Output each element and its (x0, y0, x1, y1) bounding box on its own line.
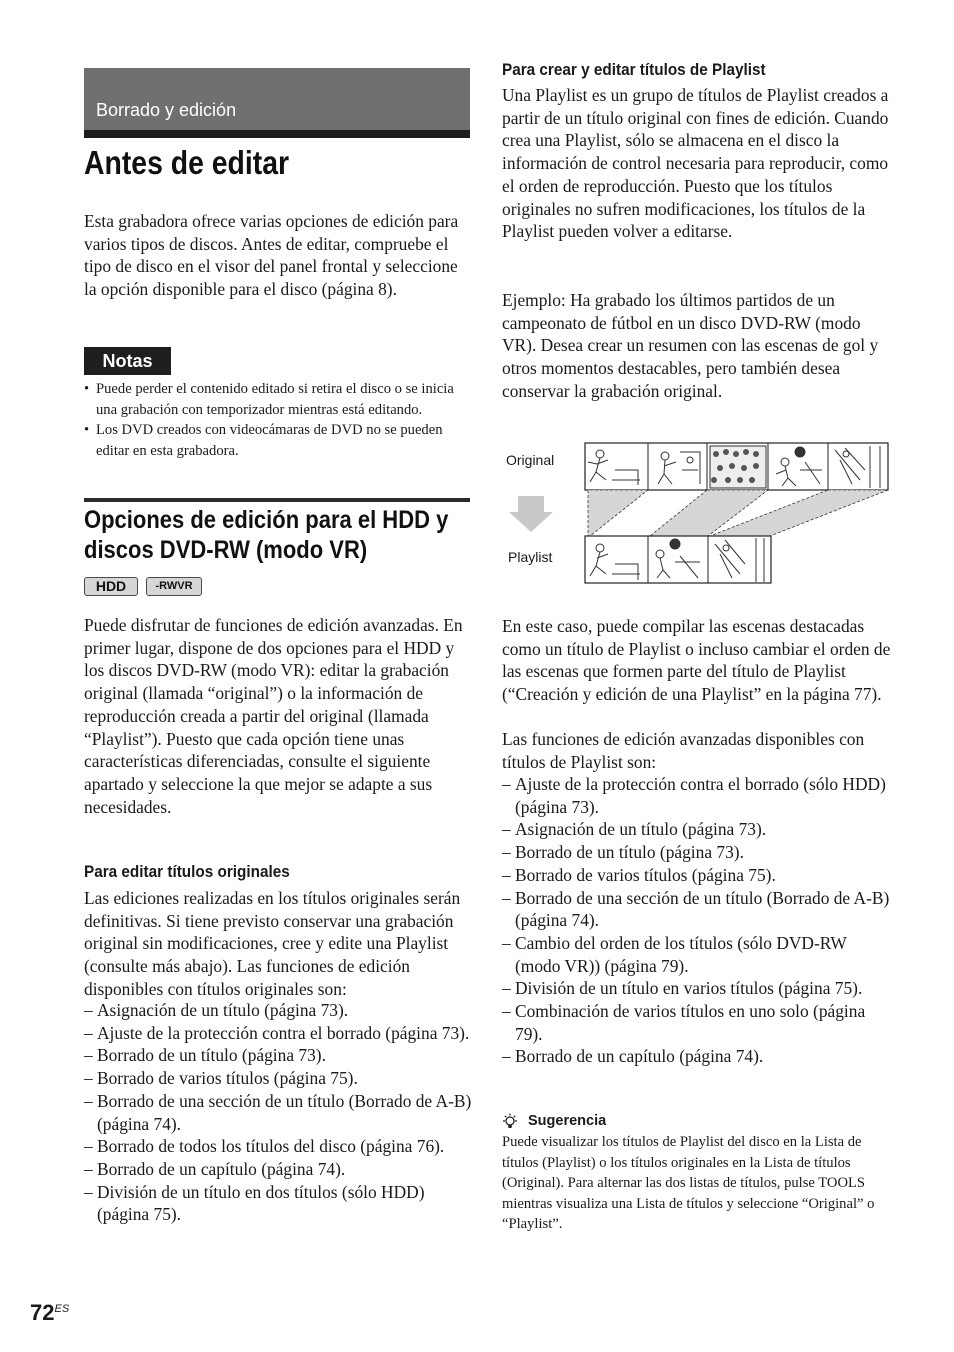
lightbulb-icon (502, 1113, 518, 1130)
tip-label: Sugerencia (528, 1113, 607, 1129)
notes-label: Notas (84, 347, 171, 375)
page-number: $72^{ES}$ (30, 1300, 70, 1325)
section-heading: Opciones de edición para el HDD y discos DVD-RW (modo VR) (84, 506, 449, 564)
list-item: – Borrado de varios títulos (página 75). (84, 1067, 476, 1090)
note-item: • Los DVD creados con videocámaras de DVD no se pueden editar en esta grabadora. (84, 420, 474, 461)
options-paragraph: Puede disfrutar de funciones de edición avanzadas. En primer lugar, dispone de dos opciones para el HDD y los discos DVD-RW (modo VR): editar la grabación original (llamada “original”) o la información de reproducción creada a partir del original (llamada “Playlist”). Puesto que cada opción tiene unas características diferenciadas, consulte el siguiente apartado y seleccione la que mejor se adapte a sus necesidades. (84, 615, 463, 817)
example-paragraph: Ejemplo: Ha grabado los últimos partidos de un campeonato de fútbol en un disco DVD-RW (modo VR). Desea crear un resumen con las escenas de gol y otros momentos destacables, pero también desea conservar la grabación original. (502, 290, 879, 401)
rw-vr-badge: -RWVR (146, 577, 202, 596)
playlist-functions-intro: Las funciones de edición avanzadas disponibles con títulos de Playlist son: (502, 729, 865, 772)
list-item: – Asignación de un título (página 73). (84, 999, 476, 1022)
originals-paragraph: Las ediciones realizadas en los títulos originales serán definitivas. Si tiene previsto conservar una grabación original sin modificaciones, cree y edite una Playlist (consulte más abajo). Las funciones de edición disponibles con títulos originales son: (84, 888, 461, 999)
list-item: – Borrado de una sección de un título (Borrado de A-B) (página 74). (84, 1090, 476, 1135)
list-item: – División de un título en varios títulos (página 75). (502, 977, 894, 1000)
playlist-heading: Para crear y editar títulos de Playlist (502, 60, 766, 79)
note-item: • Puede perder el contenido editado si retira el disco o se inicia una grabación con temporizador mientras está editando. (84, 379, 474, 420)
original-label: Original (506, 452, 555, 468)
original-playlist-diagram (500, 440, 892, 586)
intro-paragraph: Esta grabadora ofrece varias opciones de edición para varios tipos de discos. Antes de editar, compruebe el tipo de disco en el visor del panel frontal y seleccione la opción disponible para el disco (página 8). (84, 211, 459, 300)
playlist-filmstrip (585, 536, 771, 583)
list-item: – Borrado de un capítulo (página 74). (84, 1158, 476, 1181)
playlist-function-list (502, 773, 894, 1068)
list-item: – Borrado de un capítulo (página 74). (502, 1045, 894, 1068)
playlist-label: Playlist (508, 549, 553, 565)
list-item: – Borrado de varios títulos (página 75). (502, 864, 894, 887)
list-item: – Cambio del orden de los títulos (sólo DVD-RW (modo VR)) (página 79). (502, 932, 894, 977)
originals-function-list (84, 999, 476, 1226)
section-header-bar (84, 68, 470, 138)
list-item: – División de un título en dos títulos (sólo HDD) (página 75). (84, 1181, 476, 1226)
list-item: – Asignación de un título (página 73). (502, 818, 894, 841)
list-item: – Borrado de un título (página 73). (84, 1044, 476, 1067)
section-label: Borrado y edición (96, 100, 237, 120)
list-item: – Borrado de una sección de un título (Borrado de A-B) (página 74). (502, 887, 894, 932)
page-title: Antes de editar (84, 144, 290, 181)
down-arrow-icon (509, 496, 553, 532)
list-item: – Ajuste de la protección contra el borrado (sólo HDD) (página 73). (502, 773, 894, 818)
originals-heading: Para editar títulos originales (84, 862, 290, 881)
list-item: – Borrado de todos los títulos del disco (página 76). (84, 1135, 476, 1158)
tip-text: Puede visualizar los títulos de Playlist del disco en la Lista de títulos (Playlist) o los títulos originales en la Lista de títulos (Original). Para alternar las dos listas de títulos, pulse TOOLS mientras visualiza una Lista de títulos y seleccione “Original” o “Playlist”. (502, 1134, 875, 1232)
hdd-badge: HDD (84, 577, 138, 596)
list-item: – Borrado de un título (página 73). (502, 841, 894, 864)
playlist-paragraph: Una Playlist es un grupo de títulos de Playlist creados a partir de un título original con fines de edición. Cuando crea una Playlist, sólo se almacena en el disco la información de control necesaria para reproducir, como el orden de reproducción. Puesto que los títulos originales no sufren modificaciones, los títulos de la Playlist pueden volver a editarse. (502, 85, 889, 242)
list-item: – Combinación de varios títulos en uno solo (página 79). (502, 1000, 894, 1045)
original-filmstrip (585, 443, 888, 490)
after-diagram-paragraph: En este caso, puede compilar las escenas destacadas como un título de Playlist o incluso cambiar el orden de las escenas que formen parte del título de Playlist (“Creación y edición de una Playlist” en la página 77). (502, 616, 891, 705)
notes-list (84, 379, 474, 461)
diagram-graphic (500, 440, 892, 586)
section-divider (84, 498, 470, 502)
list-item: – Ajuste de la protección contra el borrado (página 73). (84, 1022, 476, 1045)
